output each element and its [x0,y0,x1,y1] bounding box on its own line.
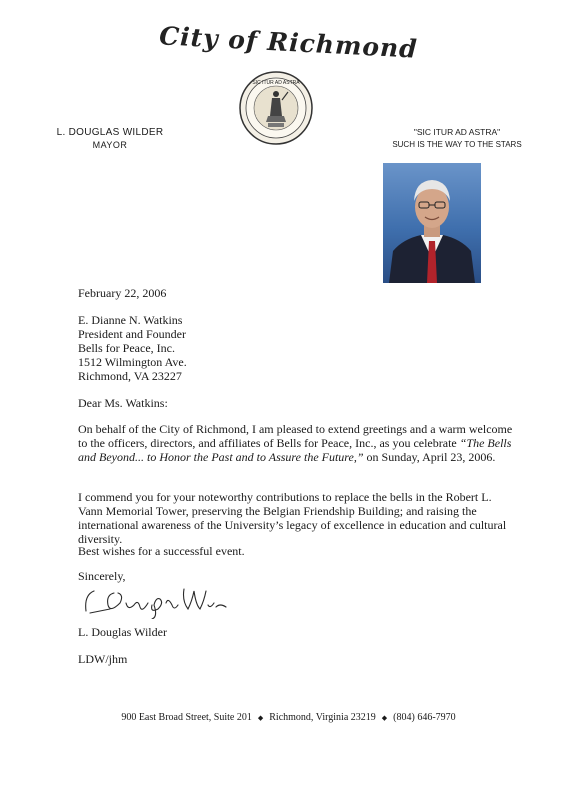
mayor-title: MAYOR [92,140,128,150]
event-title: “The Bells and Beyond... to Honor the Past and to Assure the Future,” [78,436,512,464]
seal-motto: SIC ITUR AD ASTRA [252,80,300,86]
paragraph-2: I commend you for your noteworthy contributions to replace the bells in the Robert L. Vann Memorial Tower, preserving the Belgian Friendship Building; and raising the international awareness of the University’s legacy of excellence in education and cultural diversity. [78,490,507,546]
letter-date: February 22, 2006 [78,286,167,300]
salutation: Dear Ms. Watkins: [78,396,168,410]
closing: Sincerely, [78,569,126,583]
footer-phone: (804) 646-7970 [393,712,456,723]
recipient-line: President and Founder [78,327,186,341]
bullet-icon: ◆ [381,713,388,722]
mayor-name: L. DOUGLAS WILDER [56,127,164,138]
city-title: City of Richmond [158,21,419,64]
city-seal-icon [238,70,314,146]
initials: LDW/jhm [78,652,128,666]
signer-name: L. Douglas Wilder [78,625,167,639]
mayor-photo [383,163,481,283]
footer-address [0,712,577,723]
recipient-line: Bells for Peace, Inc. [78,341,175,355]
bullet-icon: ◆ [257,713,264,722]
motto-translation: SUCH IS THE WAY TO THE STARS [392,140,522,149]
paragraph-1-text: On behalf of the City of Richmond, I am pleased to extend greetings and a warm welcome to the officers, directors, and affiliates of Bells for Peace, Inc., as you celebrate [78,422,513,450]
motto: "SIC ITUR AD ASTRA" [413,127,501,137]
footer-city: Richmond, Virginia 23219 [269,712,376,723]
recipient-line: E. Dianne N. Watkins [78,313,183,327]
closing-wish: Best wishes for a successful event. [78,544,245,558]
portrait-image [383,163,481,283]
paragraph-1 [78,422,518,464]
paragraph-1-end: on Sunday, April 23, 2006. [363,450,496,464]
footer-street: 900 East Broad Street, Suite 201 [121,712,252,723]
recipient-line: 1512 Wilmington Ave. [78,355,187,369]
recipient-block [78,313,187,383]
signature-image [80,583,230,619]
recipient-line: Richmond, VA 23227 [78,369,182,383]
